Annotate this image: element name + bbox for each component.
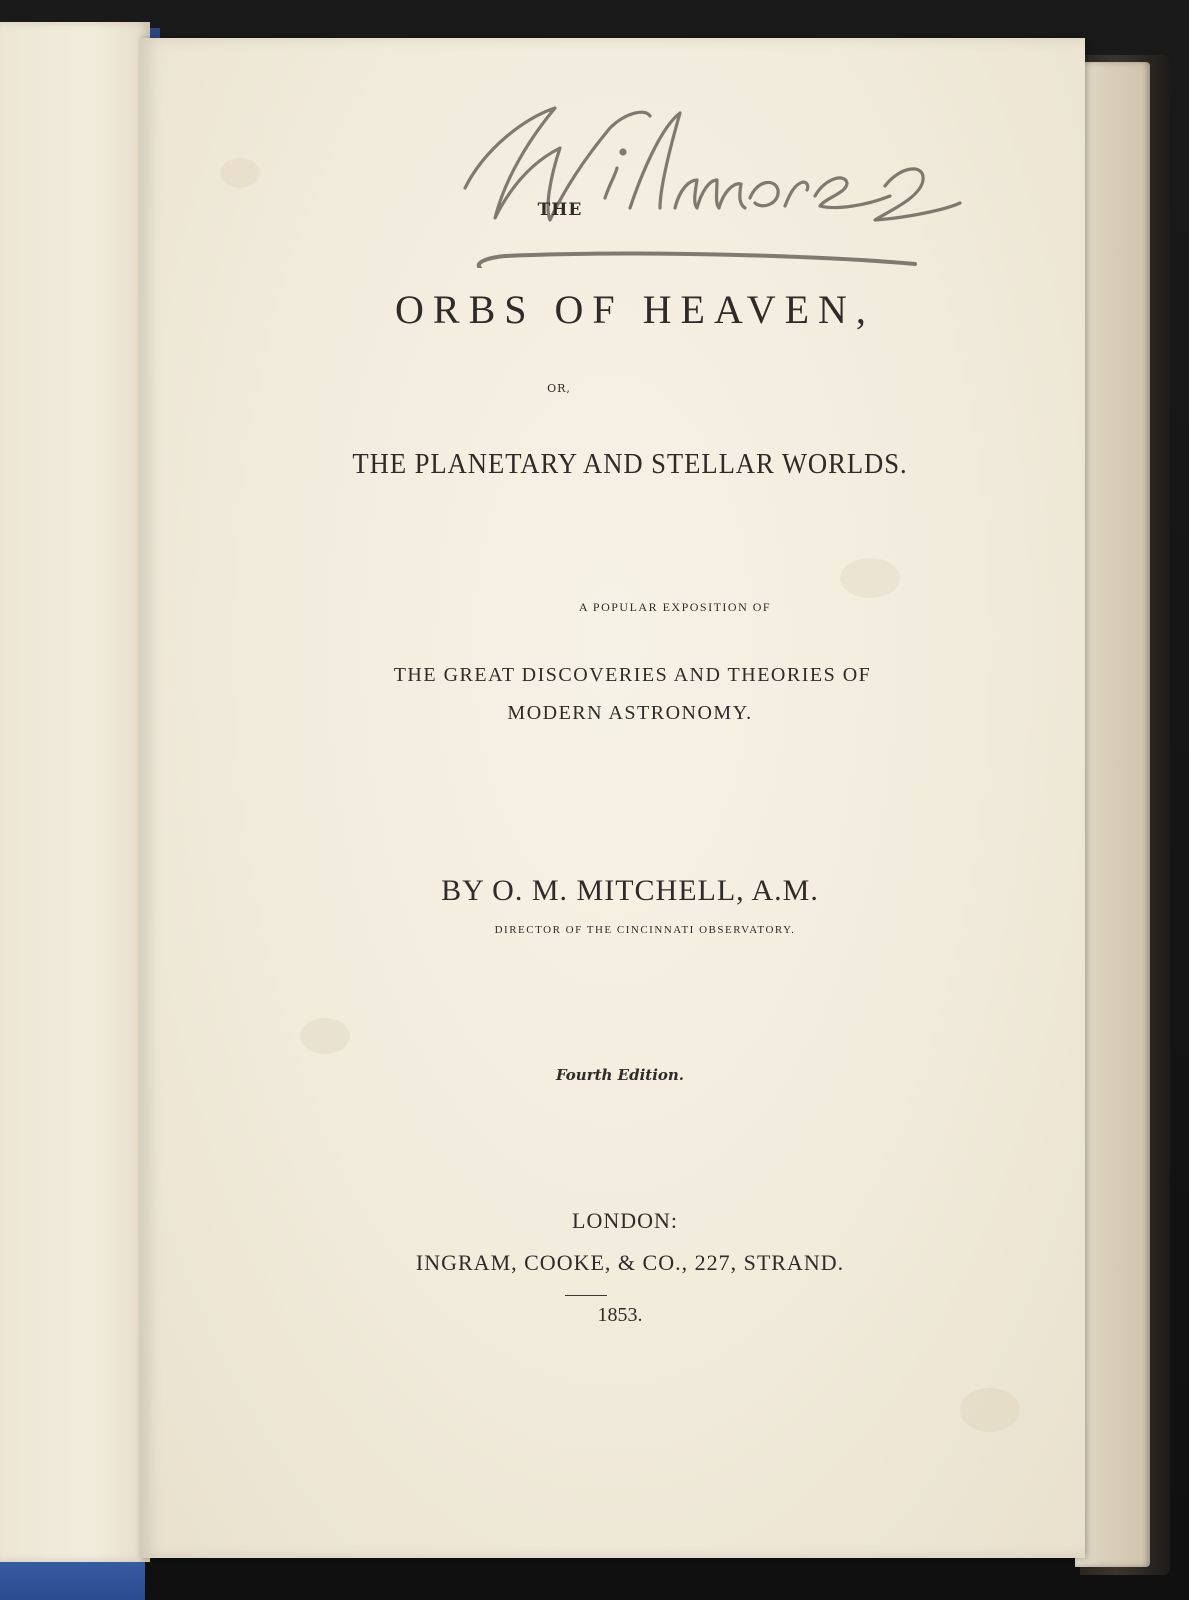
handwritten-signature bbox=[445, 68, 965, 268]
imprint-city: LONDON: bbox=[572, 1208, 678, 1233]
title-page bbox=[140, 38, 1085, 1558]
modern-astronomy-line: MODERN ASTRONOMY. bbox=[507, 702, 753, 724]
book-title: ORBS OF HEAVEN, bbox=[395, 287, 875, 332]
imprint-year: 1853. bbox=[597, 1304, 643, 1326]
imprint-rule bbox=[565, 1295, 607, 1296]
left-flyleaf bbox=[0, 22, 150, 1562]
great-discoveries-line: THE GREAT DISCOVERIES AND THEORIES OF bbox=[393, 664, 872, 686]
book-subtitle: THE PLANETARY AND STELLAR WORLDS. bbox=[352, 448, 908, 480]
foxing-spot bbox=[220, 158, 260, 188]
foxing-spot bbox=[300, 1018, 350, 1054]
author-position: DIRECTOR OF THE CINCINNATI OBSERVATORY. bbox=[494, 924, 796, 936]
title-the: THE bbox=[537, 200, 583, 220]
author-line: BY O. M. MITCHELL, A.M. bbox=[441, 874, 819, 907]
imprint-publisher: INGRAM, COOKE, & CO., 227, STRAND. bbox=[415, 1250, 845, 1275]
foxing-spot bbox=[960, 1388, 1020, 1432]
edition-label: Fourth Edition. bbox=[555, 1066, 685, 1084]
foxing-spot bbox=[840, 558, 900, 598]
popular-exposition-line: A POPULAR EXPOSITION OF bbox=[578, 600, 772, 614]
title-or: OR, bbox=[547, 382, 571, 395]
